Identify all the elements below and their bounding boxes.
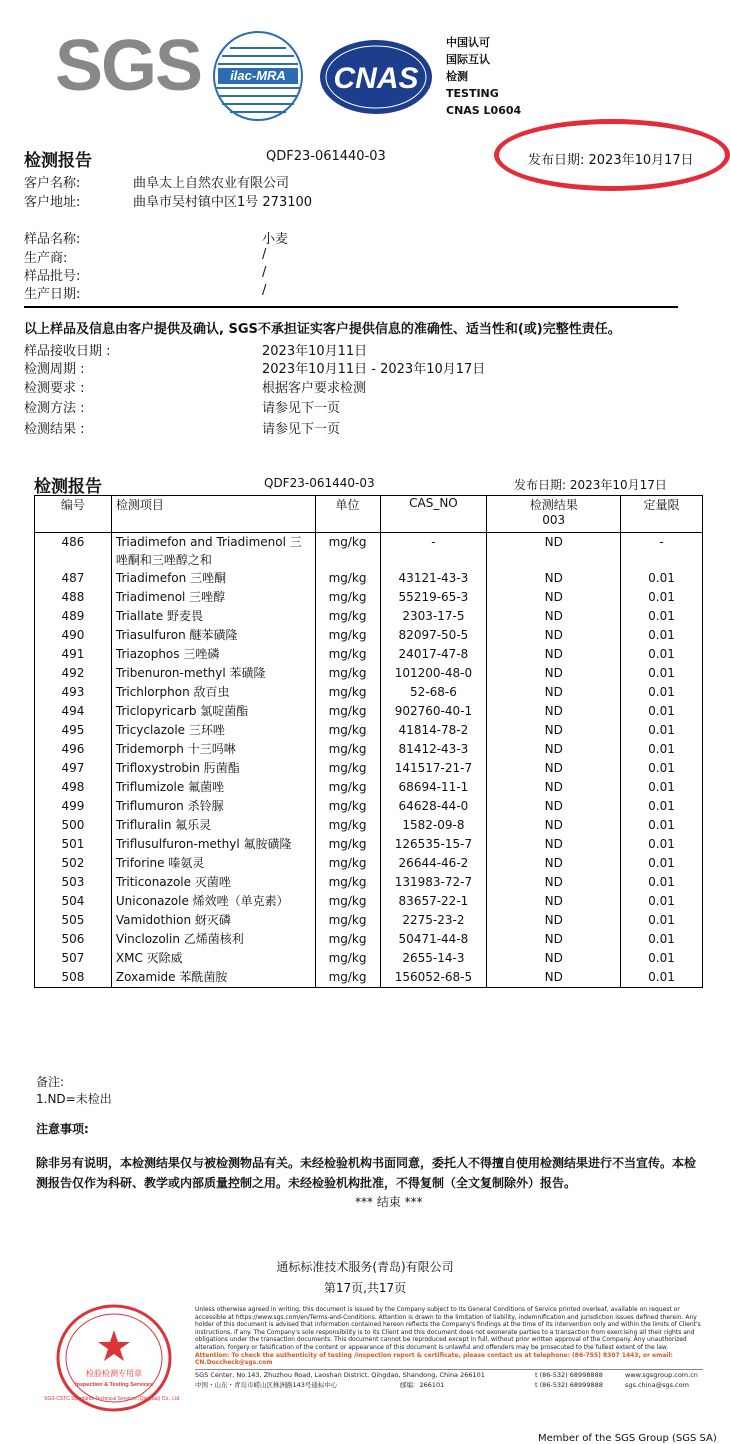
ilac-mra-logo [212, 30, 304, 122]
manufacturer-label: 生产商: [24, 251, 68, 266]
cnas-line: 检测 [446, 70, 468, 83]
test-method-label: 检测方法 : [24, 401, 85, 416]
cell-loq: 0.01 [621, 645, 703, 664]
cell-cas: 101200-48-0 [380, 664, 487, 683]
cell-unit: mg/kg [315, 645, 380, 664]
table-row [35, 702, 703, 721]
cell-result: ND [487, 854, 621, 873]
cell-cas: 902760-40-1 [380, 702, 487, 721]
cell-unit: mg/kg [315, 533, 380, 570]
cell-loq: 0.01 [621, 930, 703, 949]
cell-item: Triforine 嗪氨灵 [111, 854, 315, 873]
cell-unit: mg/kg [315, 721, 380, 740]
cell-item: Vinclozolin 乙烯菌核利 [111, 930, 315, 949]
cell-no: 491 [35, 645, 112, 664]
sgs-member-line: Member of the SGS Group (SGS SA) [538, 1433, 717, 1444]
cell-unit: mg/kg [315, 911, 380, 930]
cell-unit: mg/kg [315, 930, 380, 949]
table-row [35, 683, 703, 702]
cell-result: ND [487, 797, 621, 816]
cell-loq: 0.01 [621, 702, 703, 721]
cell-unit: mg/kg [315, 778, 380, 797]
cell-unit: mg/kg [315, 702, 380, 721]
cell-item: Tribenuron-methyl 苯磺隆 [111, 664, 315, 683]
cell-cas: 41814-78-2 [380, 721, 487, 740]
col-header-result: 检测结果 003 [487, 496, 621, 533]
cell-loq: 0.01 [621, 778, 703, 797]
cell-loq: 0.01 [621, 740, 703, 759]
cell-result: ND [487, 740, 621, 759]
cell-item: Trifluralin 氟乐灵 [111, 816, 315, 835]
cell-result: ND [487, 911, 621, 930]
cell-result: ND [487, 645, 621, 664]
cell-unit: mg/kg [315, 626, 380, 645]
client-name-value: 曲阜太上自然农业有限公司 [133, 176, 290, 191]
terms-text: Unless otherwise agreed in writing, this document is issued by the Company subject to its General Conditions of Service printed overleaf, available on request or accessible at https://www.sgs.com/en/Terms-and-Conditions. Attention is drawn to the limitation of liability, indemnification and jurisdiction issues defined therein. Any holder of this document is advised that information contained hereon reflects the Company's findings at the time of its intervention only and within the limits of Client's instructions, if any. The Company's sole responsibility is to its Client and this document does not exonerate parties to a transaction from exercising all their rights and obligations under the transaction documents. This document cannot be reproduced except in full, without prior written approval of the Company. Any unauthorized alteration, forgery or falsification of the content or appearance of this document is unlawful and offenders may be prosecuted to the fullest extent of the law. [195, 1306, 701, 1351]
test-period-value: 2023年10月11日 - 2023年10月17日 [262, 362, 486, 377]
table-row [35, 911, 703, 930]
col-header-cas: CAS_NO [380, 496, 487, 533]
cell-no: 488 [35, 588, 112, 607]
cell-item: Triadimenol 三唑醇 [111, 588, 315, 607]
postcode: 邮编：266101 [400, 1380, 445, 1389]
cell-result: ND [487, 626, 621, 645]
cell-no: 489 [35, 607, 112, 626]
cell-item: Triticonazole 灭菌唑 [111, 873, 315, 892]
cell-result: ND [487, 664, 621, 683]
cell-loq: 0.01 [621, 721, 703, 740]
cell-cas: 55219-65-3 [380, 588, 487, 607]
cell-item: Triadimefon and Triadimenol 三唑酮和三唑醇之和 [111, 533, 315, 570]
issue-date: 发布日期: 2023年10月17日 [514, 478, 667, 492]
cell-no: 498 [35, 778, 112, 797]
results-table [34, 495, 703, 988]
cell-unit: mg/kg [315, 569, 380, 588]
notes-item: 1.ND=未检出 [36, 1092, 112, 1106]
table-row [35, 759, 703, 778]
table-row [35, 626, 703, 645]
cell-loq: 0.01 [621, 797, 703, 816]
ilac-text: ilac-MRA [230, 68, 286, 83]
cell-cas: 68694-11-1 [380, 778, 487, 797]
cell-loq: 0.01 [621, 835, 703, 854]
cell-no: 506 [35, 930, 112, 949]
cell-item: Triazophos 三唑磷 [111, 645, 315, 664]
receive-date-value: 2023年10月11日 [262, 344, 368, 359]
cell-cas: 2275-23-2 [380, 911, 487, 930]
cell-cas: 1582-09-8 [380, 816, 487, 835]
cell-item: Triclopyricarb 氯啶菌酯 [111, 702, 315, 721]
cell-no: 487 [35, 569, 112, 588]
stamp-text: 检验检测专用章 [86, 1369, 142, 1378]
cell-item: Triasulfuron 醚苯磺隆 [111, 626, 315, 645]
test-method-value: 请参见下一页 [262, 401, 341, 416]
cell-result: ND [487, 702, 621, 721]
client-address-value: 曲阜市吴村镇中区1号 273100 [133, 195, 313, 210]
cell-no: 493 [35, 683, 112, 702]
cell-loq: 0.01 [621, 949, 703, 968]
sample-name-value: 小麦 [262, 232, 289, 247]
manufacturer-value: / [262, 247, 267, 262]
cell-no: 495 [35, 721, 112, 740]
cell-result: ND [487, 892, 621, 911]
table-row [35, 968, 703, 988]
table-row [35, 797, 703, 816]
cell-unit: mg/kg [315, 968, 380, 988]
table-row [35, 664, 703, 683]
cell-item: Trichlorphon 敌百虫 [111, 683, 315, 702]
issue-date: 发布日期: 2023年10月17日 [528, 153, 694, 168]
sample-name-label: 样品名称: [24, 232, 81, 247]
cell-no: 497 [35, 759, 112, 778]
table-row [35, 835, 703, 854]
stamp-text: Inspection & Testing Services [75, 1382, 153, 1388]
cell-item: Uniconazole 烯效唑（单克素） [111, 892, 315, 911]
cell-no: 501 [35, 835, 112, 854]
test-requirement-label: 检测要求 : [24, 381, 85, 396]
cell-result: ND [487, 968, 621, 988]
test-result-value: 请参见下一页 [262, 422, 341, 437]
report-title: 检测报告 [24, 151, 92, 171]
cell-loq: 0.01 [621, 569, 703, 588]
cell-item: Triadimefon 三唑酮 [111, 569, 315, 588]
col-header-item: 检测项目 [111, 496, 315, 533]
red-highlight-oval [494, 119, 730, 191]
tel-1: t (86-532) 68998888 [535, 1370, 603, 1379]
cell-no: 507 [35, 949, 112, 968]
tel-2: t (86-532) 68999888 [535, 1380, 603, 1389]
cell-no: 490 [35, 626, 112, 645]
authenticity-notice: Attention: To check the authenticity of testing /inspection report & certificate, please contact us at telephone: (86-755) 8307 1443, or email: CN.Doccheck@sgs.com [195, 1351, 673, 1367]
cell-unit: mg/kg [315, 607, 380, 626]
table-row [35, 930, 703, 949]
production-date-label: 生产日期: [24, 287, 81, 302]
receive-date-label: 样品接收日期 : [24, 344, 111, 359]
cell-loq: 0.01 [621, 683, 703, 702]
table-header-row [35, 496, 703, 533]
cell-unit: mg/kg [315, 797, 380, 816]
cell-cas: 81412-43-3 [380, 740, 487, 759]
table-row [35, 778, 703, 797]
test-period-label: 检测周期 : [24, 362, 85, 377]
address-en: SGS Center, No.143, Zhuzhou Road, Laoshan District, Qingdao, Shandong, China 266101 [195, 1370, 485, 1379]
cnas-line: 中国认可 [446, 36, 490, 49]
website: www.sgsgroup.com.cn [625, 1370, 698, 1379]
cell-no: 494 [35, 702, 112, 721]
cnas-line: 国际互认 [446, 53, 490, 66]
cell-cas: 64628-44-0 [380, 797, 487, 816]
cell-item: Triallate 野麦畏 [111, 607, 315, 626]
notes-label: 备注: [36, 1075, 65, 1089]
cell-item: Tridemorph 十三吗啉 [111, 740, 315, 759]
disclaimer: 以上样品及信息由客户提供及确认, SGS不承担证实客户提供信息的准确性、适当性和(或)完整性责任。 [24, 322, 621, 337]
address-block [195, 1369, 703, 1394]
client-address-label: 客户地址: [24, 195, 81, 210]
official-stamp [42, 1300, 192, 1420]
cell-loq: 0.01 [621, 607, 703, 626]
star-icon [98, 1330, 130, 1361]
cell-unit: mg/kg [315, 740, 380, 759]
cell-cas: 156052-68-5 [380, 968, 487, 988]
table-row [35, 854, 703, 873]
terms-fine-print [195, 1306, 703, 1394]
cell-cas: 26644-46-2 [380, 854, 487, 873]
sgs-logo: SGS [55, 26, 202, 106]
col-header-loq: 定量限 [621, 496, 703, 533]
email: sgs.china@sgs.com [625, 1380, 689, 1389]
cell-no: 492 [35, 664, 112, 683]
table-row [35, 892, 703, 911]
cell-no: 496 [35, 740, 112, 759]
table-row [35, 569, 703, 588]
cell-no: 486 [35, 533, 112, 570]
attention-heading: 注意事项: [36, 1122, 89, 1136]
end-marker: *** 结束 *** [355, 1195, 423, 1209]
cell-unit: mg/kg [315, 892, 380, 911]
cell-cas: - [380, 533, 487, 570]
cnas-text: CNAS [333, 62, 419, 95]
table-row [35, 588, 703, 607]
cell-unit: mg/kg [315, 949, 380, 968]
report-number: QDF23-061440-03 [266, 149, 386, 164]
cell-loq: 0.01 [621, 626, 703, 645]
cell-loq: - [621, 533, 703, 570]
cell-result: ND [487, 949, 621, 968]
cell-unit: mg/kg [315, 664, 380, 683]
cell-loq: 0.01 [621, 911, 703, 930]
cell-result: ND [487, 607, 621, 626]
table-row [35, 816, 703, 835]
cell-item: XMC 灭除威 [111, 949, 315, 968]
cell-unit: mg/kg [315, 854, 380, 873]
cell-result: ND [487, 759, 621, 778]
cell-no: 502 [35, 854, 112, 873]
cell-loq: 0.01 [621, 759, 703, 778]
cell-cas: 52-68-6 [380, 683, 487, 702]
notes [36, 1074, 112, 1108]
cell-cas: 83657-22-1 [380, 892, 487, 911]
table-row [35, 607, 703, 626]
cell-result: ND [487, 816, 621, 835]
cell-item: Triflusulfuron-methyl 氟胺磺隆 [111, 835, 315, 854]
cell-cas: 126535-15-7 [380, 835, 487, 854]
batch-label: 样品批号: [24, 269, 81, 284]
cnas-line: TESTING [446, 87, 499, 100]
table-row [35, 645, 703, 664]
cell-no: 500 [35, 816, 112, 835]
cell-loq: 0.01 [621, 588, 703, 607]
cell-item: Tricyclazole 三环唑 [111, 721, 315, 740]
table-row [35, 721, 703, 740]
cell-cas: 2655-14-3 [380, 949, 487, 968]
col-header-unit: 单位 [315, 496, 380, 533]
cell-no: 508 [35, 968, 112, 988]
table-row [35, 533, 703, 570]
cell-unit: mg/kg [315, 873, 380, 892]
cell-cas: 24017-47-8 [380, 645, 487, 664]
cell-cas: 50471-44-8 [380, 930, 487, 949]
table-row [35, 740, 703, 759]
cell-unit: mg/kg [315, 759, 380, 778]
cell-result: ND [487, 873, 621, 892]
cell-result: ND [487, 778, 621, 797]
report-number: QDF23-061440-03 [264, 476, 375, 490]
cell-unit: mg/kg [315, 816, 380, 835]
cell-result: ND [487, 588, 621, 607]
cell-unit: mg/kg [315, 683, 380, 702]
cell-loq: 0.01 [621, 816, 703, 835]
production-date-value: / [262, 283, 267, 298]
cell-result: ND [487, 721, 621, 740]
cell-no: 504 [35, 892, 112, 911]
cell-cas: 82097-50-5 [380, 626, 487, 645]
table-row [35, 873, 703, 892]
cell-item: Vamidothion 蚜灭磷 [111, 911, 315, 930]
company-name: 通标标准技术服务(青岛)有限公司 [276, 1260, 454, 1274]
cell-loq: 0.01 [621, 892, 703, 911]
cell-no: 499 [35, 797, 112, 816]
cell-no: 503 [35, 873, 112, 892]
test-result-label: 检测结果 : [24, 422, 85, 437]
cell-loq: 0.01 [621, 854, 703, 873]
address-cn: 中国・山东・青岛市崂山区株洲路143号通标中心 [195, 1380, 338, 1389]
cell-cas: 43121-43-3 [380, 569, 487, 588]
cell-item: Trifloxystrobin 肟菌酯 [111, 759, 315, 778]
col-header-no: 编号 [35, 496, 112, 533]
table-row [35, 949, 703, 968]
table-body [35, 533, 703, 988]
cnas-line: CNAS L0604 [446, 104, 522, 117]
cell-result: ND [487, 683, 621, 702]
page-number: 第17页,共17页 [323, 1281, 407, 1295]
attention-text: 除非另有说明，本检测结果仅与被检测物品有关。未经检验机构书面同意，委托人不得擅自使用检测结果进行不当宣传。本检测报告仅作为科研、教学或内部质量控制之用。未经检验机构批准，不得复制（全文复制除外）报告。 [36, 1156, 697, 1190]
cnas-logo [318, 38, 434, 116]
cell-item: Triflumizole 氟菌唑 [111, 778, 315, 797]
cell-result: ND [487, 533, 621, 570]
cell-cas: 141517-21-7 [380, 759, 487, 778]
cell-no: 505 [35, 911, 112, 930]
cell-unit: mg/kg [315, 835, 380, 854]
cnas-accreditation-text [446, 34, 521, 119]
cell-cas: 2303-17-5 [380, 607, 487, 626]
cell-loq: 0.01 [621, 968, 703, 988]
cell-result: ND [487, 930, 621, 949]
stamp-text: SGS-CSTC Standards Technical Services (Qingdao) Co., Ltd [44, 1396, 180, 1402]
cell-result: ND [487, 835, 621, 854]
cell-item: Triflumuron 杀铃脲 [111, 797, 315, 816]
test-requirement-value: 根据客户要求检测 [262, 381, 367, 396]
cell-loq: 0.01 [621, 664, 703, 683]
cell-result: ND [487, 569, 621, 588]
batch-value: / [262, 265, 267, 280]
client-name-label: 客户名称: [24, 176, 81, 191]
cell-cas: 131983-72-7 [380, 873, 487, 892]
cell-item: Zoxamide 苯酰菌胺 [111, 968, 315, 988]
divider [24, 306, 678, 308]
cell-unit: mg/kg [315, 588, 380, 607]
cell-loq: 0.01 [621, 873, 703, 892]
report-title: 检测报告 [34, 477, 102, 497]
